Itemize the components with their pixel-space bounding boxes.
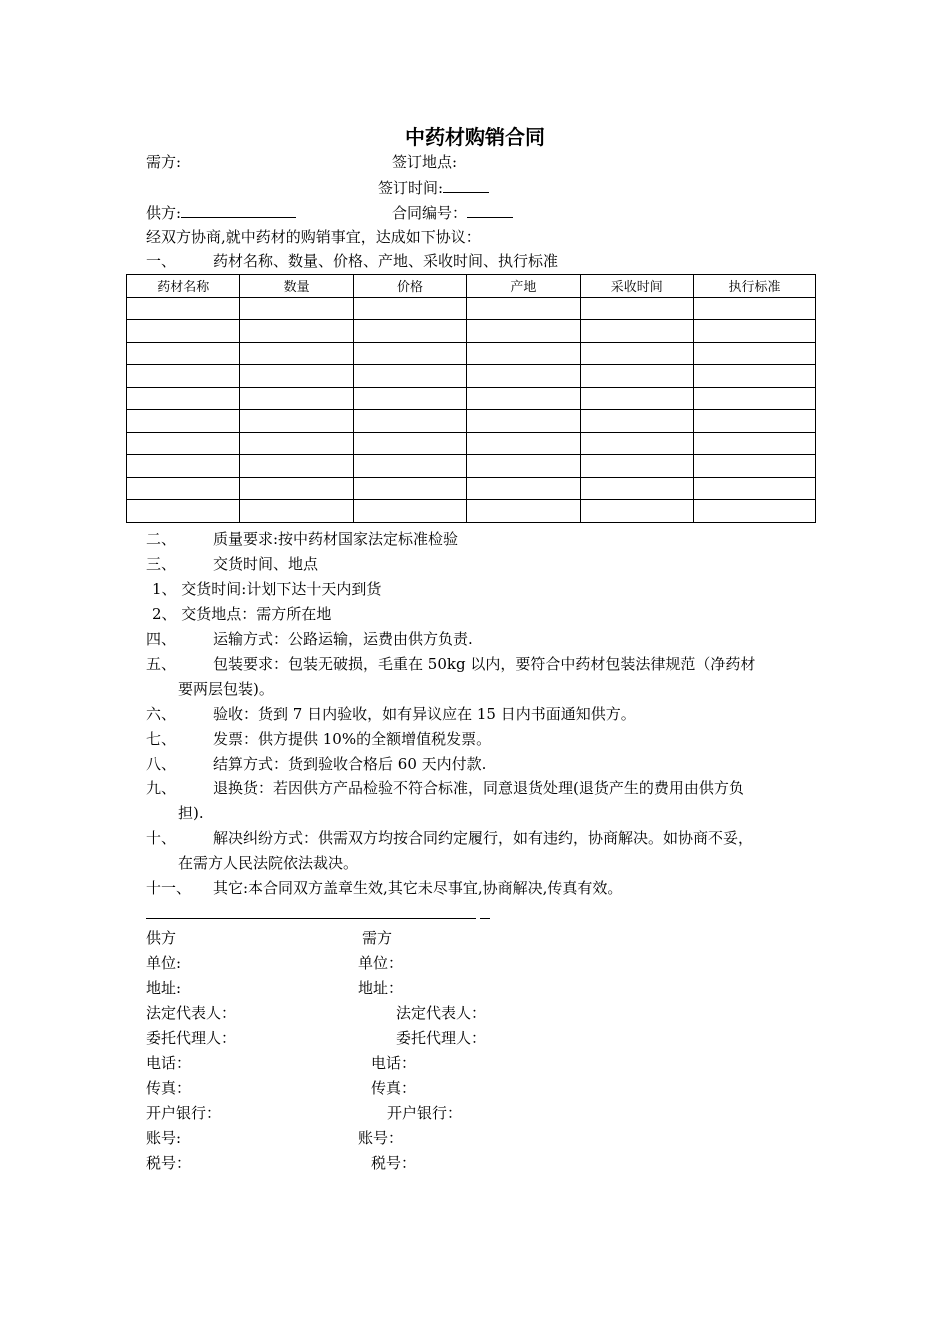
buyer-fax: 传真：: [371, 1079, 417, 1097]
sign-time-label: 签订时间:: [378, 179, 444, 197]
table-cell: [467, 342, 580, 365]
table-body: [127, 297, 816, 522]
table-cell: [240, 500, 353, 523]
buyer-label: 需方:: [146, 153, 182, 171]
table-cell: [240, 432, 353, 455]
buyer-phone: 电话：: [371, 1054, 417, 1072]
section-8-text: 结算方式：货到验收合格后 60 天内付款.: [213, 755, 487, 773]
table-cell: [467, 455, 580, 478]
herb-table: [126, 274, 816, 523]
section-5: [146, 654, 755, 674]
section-7: [146, 729, 491, 749]
contract-no-label: 合同编号：: [392, 204, 468, 222]
table-cell: [353, 410, 466, 433]
table-cell: [580, 297, 693, 320]
section-9: [146, 778, 744, 798]
table-cell: [127, 365, 240, 388]
table-cell: [127, 387, 240, 410]
section-10-cont: 在需方人民法院依法裁决。: [178, 854, 359, 872]
table-row: [127, 410, 816, 433]
table-cell: [580, 500, 693, 523]
table-row: [127, 320, 816, 343]
table-cell: [694, 455, 816, 478]
section-8: [146, 754, 486, 774]
table-cell: [240, 477, 353, 500]
table-cell: [127, 477, 240, 500]
table-cell: [580, 320, 693, 343]
table-cell: [127, 410, 240, 433]
buyer-legal-rep: 法定代表人：: [396, 1004, 487, 1022]
table-cell: [240, 455, 353, 478]
table-header-row: [127, 275, 816, 298]
table-cell: [580, 455, 693, 478]
section-9-num: 九、: [146, 779, 177, 797]
item-2: 2、 交货地点：需方所在地: [152, 605, 332, 623]
table-cell: [694, 477, 816, 500]
section-2: [146, 529, 458, 549]
table-cell: [127, 455, 240, 478]
table-cell: [580, 387, 693, 410]
signature-divider-dash: [480, 918, 490, 919]
header-price: 价格: [353, 275, 466, 298]
section-11-text: 其它:本合同双方盖章生效,其它未尽事宜,协商解决,传真有效。: [213, 879, 623, 897]
table-cell: [127, 320, 240, 343]
section-6-text: 验收：货到 7 日内验收，如有异议应在 15 日内书面通知供方。: [213, 705, 636, 723]
table-row: [127, 342, 816, 365]
table-cell: [580, 410, 693, 433]
section-2-num: 二、: [146, 530, 177, 548]
table-cell: [240, 320, 353, 343]
supplier-legal-rep: 法定代表人：: [146, 1004, 237, 1022]
table-cell: [353, 455, 466, 478]
section-4-num: 四、: [146, 630, 177, 648]
table-cell: [467, 432, 580, 455]
section-5-cont: 要两层包装)。: [178, 680, 274, 698]
table-cell: [127, 297, 240, 320]
table-cell: [467, 477, 580, 500]
section-3-num: 三、: [146, 555, 177, 573]
supplier-agent: 委托代理人：: [146, 1029, 237, 1047]
signature-divider: [146, 918, 476, 919]
table-cell: [694, 342, 816, 365]
contract-no-blank: [467, 202, 513, 218]
supplier-account: 账号:: [146, 1129, 182, 1147]
buyer-tax-id: 税号：: [371, 1154, 417, 1172]
table-cell: [240, 342, 353, 365]
table-cell: [353, 500, 466, 523]
table-cell: [240, 387, 353, 410]
section-3-text: 交货时间、地点: [213, 555, 319, 573]
section-1-text: 药材名称、数量、价格、产地、采收时间、执行标准: [213, 252, 559, 270]
table-row: [127, 500, 816, 523]
buyer-unit: 单位：: [358, 954, 404, 972]
section-10-num: 十、: [146, 829, 177, 847]
section-3: [146, 554, 318, 574]
table-cell: [694, 320, 816, 343]
section-10: [146, 828, 753, 848]
table-cell: [694, 432, 816, 455]
contract-title: 中药材购销合同: [405, 125, 545, 149]
section-6-num: 六、: [146, 705, 177, 723]
section-5-text: 包装要求：包装无破损，毛重在 50kg 以内，要符合中药材包装法律规范（净药材: [213, 655, 756, 673]
supplier-bank: 开户银行：: [146, 1104, 222, 1122]
table-cell: [467, 365, 580, 388]
table-cell: [353, 342, 466, 365]
section-11-num: 十一、: [146, 879, 192, 897]
table-row: [127, 365, 816, 388]
contract-no-field: [392, 202, 513, 223]
table-cell: [467, 297, 580, 320]
sign-place-label: 签订地点:: [392, 153, 458, 171]
section-5-num: 五、: [146, 655, 177, 673]
table-cell: [240, 297, 353, 320]
table-cell: [580, 342, 693, 365]
table-cell: [353, 365, 466, 388]
header-origin: 产地: [467, 275, 580, 298]
section-4: [146, 629, 473, 649]
table-row: [127, 477, 816, 500]
table-cell: [127, 342, 240, 365]
table-cell: [240, 410, 353, 433]
header-herb-name: 药材名称: [127, 275, 240, 298]
supplier-blank: [181, 202, 296, 218]
table-cell: [694, 365, 816, 388]
item-1: 1、 交货时间:计划下达十天内到货: [152, 580, 382, 598]
table-cell: [694, 410, 816, 433]
table-row: [127, 387, 816, 410]
table-cell: [127, 500, 240, 523]
header-standard: 执行标准: [694, 275, 816, 298]
table-cell: [580, 477, 693, 500]
section-1: [146, 251, 558, 271]
section-7-text: 发票：供方提供 10%的全额增值税发票。: [213, 730, 492, 748]
buyer-agent: 委托代理人：: [396, 1029, 487, 1047]
supplier-field: [146, 202, 296, 223]
table-cell: [353, 432, 466, 455]
table-cell: [353, 477, 466, 500]
sign-time-field: [378, 177, 489, 198]
section-1-num: 一、: [146, 252, 177, 270]
table-cell: [580, 365, 693, 388]
section-9-cont: 担).: [178, 804, 204, 822]
section-6: [146, 704, 636, 724]
section-10-text: 解决纠纷方式：供需双方均按合同约定履行，如有违约，协商解决。如协商不妥，: [213, 829, 754, 847]
section-9-text: 退换货：若因供方产品检验不符合标准，同意退货处理(退货产生的费用由供方负: [213, 779, 744, 797]
table-row: [127, 297, 816, 320]
table-cell: [580, 432, 693, 455]
supplier-fax: 传真：: [146, 1079, 192, 1097]
intro-text: 经双方协商,就中药材的购销事宜，达成如下协议：: [146, 228, 481, 246]
supplier-label: 供方:: [146, 204, 182, 222]
table-cell: [467, 500, 580, 523]
table-cell: [353, 387, 466, 410]
table-cell: [353, 297, 466, 320]
buyer-account: 账号：: [358, 1129, 404, 1147]
table-cell: [694, 297, 816, 320]
buyer-bank: 开户银行：: [387, 1104, 463, 1122]
table-cell: [240, 365, 353, 388]
section-2-text: 质量要求:按中药材国家法定标准检验: [213, 530, 459, 548]
buyer-address: 地址：: [358, 979, 404, 997]
supplier-tax-id: 税号：: [146, 1154, 192, 1172]
section-7-num: 七、: [146, 730, 177, 748]
supplier-address: 地址:: [146, 979, 182, 997]
buyer-heading: 需方: [362, 929, 393, 947]
table-cell: [467, 387, 580, 410]
table-cell: [353, 320, 466, 343]
table-cell: [467, 410, 580, 433]
supplier-heading: 供方: [146, 929, 177, 947]
supplier-phone: 电话：: [146, 1054, 192, 1072]
sign-time-blank: [443, 177, 489, 193]
table-row: [127, 432, 816, 455]
header-quantity: 数量: [240, 275, 353, 298]
section-8-num: 八、: [146, 755, 177, 773]
table-cell: [127, 432, 240, 455]
section-4-text: 运输方式：公路运输，运费由供方负责.: [213, 630, 473, 648]
table-row: [127, 455, 816, 478]
table-cell: [694, 500, 816, 523]
header-harvest-time: 采收时间: [580, 275, 693, 298]
supplier-unit: 单位:: [146, 954, 182, 972]
section-11: [146, 878, 622, 898]
table-cell: [694, 387, 816, 410]
table-cell: [467, 320, 580, 343]
